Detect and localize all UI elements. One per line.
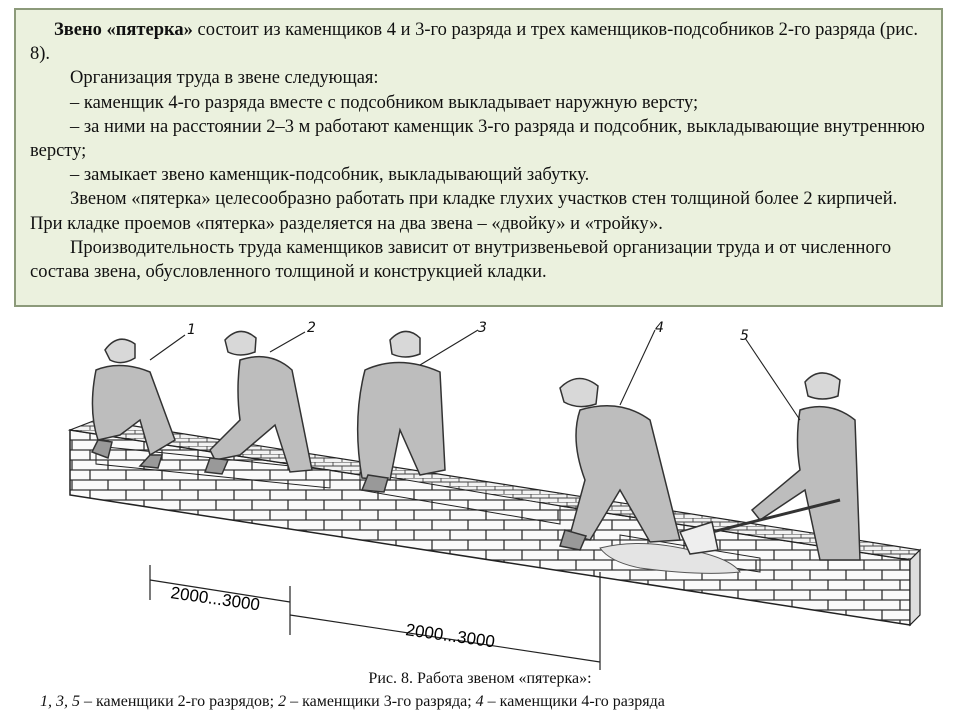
label-2: 2 xyxy=(307,320,316,336)
paragraph-1: Звено «пятерка» состоит из каменщиков 4 и 3-го разряда и трех каменщиков-подсобников 2-го разряда (рис. 8). xyxy=(30,20,919,65)
label-1: 1 xyxy=(187,322,196,338)
term-bold: Звено «пятерка» xyxy=(54,20,193,40)
dimension-label-2: 2000...3000 xyxy=(404,620,497,652)
paragraph-5: – замыкает звено каменщик-подсобник, выкладывающий забутку. xyxy=(70,165,590,186)
bricklayers-illustration xyxy=(0,310,960,670)
text-panel xyxy=(14,8,943,307)
label-3: 3 xyxy=(478,320,487,336)
label-5: 5 xyxy=(740,328,749,344)
illustration xyxy=(0,310,960,670)
label-4: 4 xyxy=(655,320,664,336)
dimension-label-1: 2000...3000 xyxy=(169,583,262,615)
paragraph-2: Организация труда в звене следующая: xyxy=(70,68,379,89)
dimension-lines xyxy=(150,565,600,670)
figure-caption-title: Рис. 8. Работа звеном «пятерка»: xyxy=(368,670,592,687)
figure-caption-legend: 1, 3, 5 – каменщики 2-го разрядов; 2 – каменщики 3-го разряда; 4 – каменщики 4-го разряда xyxy=(40,693,665,710)
paragraph-6: Звеном «пятерка» целесообразно работать при кладке глухих участков стен толщиной более 2 кирпичей. При кладке проемов «пятерка» разделяется на два звена – «двойку» и «тройку». xyxy=(30,189,898,234)
paragraph-3: – каменщик 4-го разряда вместе с подсобником выкладывает наружную версту; xyxy=(70,92,699,113)
paragraph-7: Производительность труда каменщиков зависит от внутризвеньевой организации труда и от численного состава звена, обусловленного толщиной и конструкцией кладки. xyxy=(30,237,892,283)
paragraph-4: – за ними на расстоянии 2–3 м работают каменщик 3-го разряда и подсобник, выкладывающие внутреннюю версту; xyxy=(30,116,925,162)
